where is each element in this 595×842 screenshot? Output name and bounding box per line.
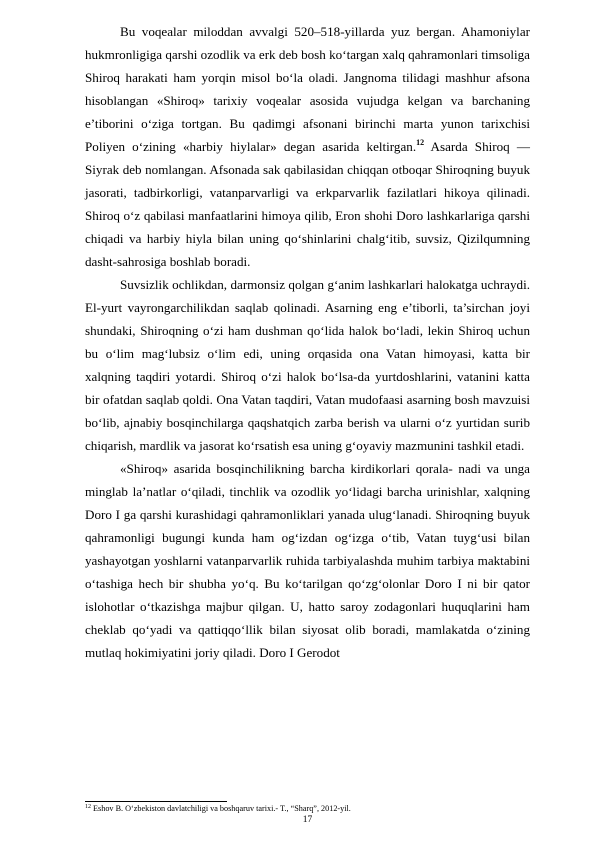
paragraph-2: Suvsizlik ochlikdan, darmonsiz qolgan g‘anim lashkarlari halokatga uchraydi. El-yurt vayrongarchilikdan saqlab qolinadi. Asarning eng e’tiborli, ta’sirchan joyi shundaki, Shiroqning o‘zi ham dushman qo‘lida halok bo‘ladi, lekin Shiroq uchun bu o‘lim mag‘lubsiz o‘lim edi, uning orqasida ona Vatan himoyasi, katta bir xalqning taqdiri yotardi. Shiroq o‘zi halok bo‘lsa-da yurtdoshlarini, vatanini katta bir ofatdan saqlab qoldi. Ona Vatan taqdiri, Vatan mudofaasi asarning bosh mavzuisi bo‘lib, ajnabiy bosqinchilarga qaqshatqich zarba berish va ularni o‘z yurtidan surib chiqarish, mardlik va jasorat ko‘rsatish esa uning g‘oyaviy mazmunini tashkil etadi. xyxy=(85,277,530,454)
paragraph-1 xyxy=(85,20,530,273)
footnote-divider xyxy=(85,801,227,802)
page-number: 17 xyxy=(302,815,313,825)
footnote-mark: 12 xyxy=(85,804,91,810)
paragraph-1-text: Bu voqealar miloddan avvalgi 520–518-yillarda yuz bergan. Ahamoniylar hukmronligiga qarshi ozodlik va erk deb bosh ko‘targan xalq qahramonlari timsoliga Shiroq harakati ham yorqin misol bo‘la oladi. Jangnoma tilidagi mashhur afsona hisoblangan «Shiroq» tarixiy voqealar asosida vujudga kelgan va barchaning e’tiborini o‘ziga tortgan. Bu qadimgi afsonani birinchi marta yunon tarixchisi Poliyen o‘zining «harbiy hiylalar» degan asarida keltirgan. xyxy=(85,24,530,155)
paragraph-3: «Shiroq» asarida bosqinchilikning barcha kirdikorlari qorala- nadi va unga minglab la’natlar o‘qiladi, tinchlik va ozodlik yo‘lidagi barcha urinishlar, xalqning Doro I ga qarshi kurashidagi qahramonliklari yanada ulug‘lanadi. Shiroqning buyuk qahramonligi bugungi kunda ham og‘izdan og‘izga o‘tib, Vatan tuyg‘usi bilan yashayotgan yoshlarni vatanparvarlik ruhida tarbiyalashda muhim tarbiya maktabini o‘tashiga hech bir shubha yo‘q. Bu ko‘tarilgan qo‘zg‘olonlar Doro I ni bir qator islohotlar o‘tkazishga majbur qilgan. U, hatto saroy zodagonlari huquqlarini ham cheklab qo‘yadi va qattiqqo‘llik bilan siyosat olib boradi, mamlakatda o‘zining mutlaq hokimiyatini joriy qiladi. Doro I Gerodot xyxy=(85,461,530,661)
footnote xyxy=(85,804,530,814)
footnote-text: Eshov B. O‘zbekiston davlatchiligi va boshqaruv tarixi.- T., “Sharq”, 2012-yil. xyxy=(91,804,351,813)
footnote-reference[interactable]: 12 xyxy=(416,138,425,148)
paragraph-1-continuation: Asarda Shiroq — Siyrak deb nomlangan. Afsonada sak qabilasidan chiqqan otboqar Shiroqning buyuk jasorati, tadbirkorligi, vatanparvarligi va erkparvarlik fazilatlari hikoya qilinadi. Shiroq o‘z qabilasi manfaatlarini himoya qilib, Eron shohi Doro lashkarlariga qarshi chiqadi va harbiy hiyla bilan uning qo‘shinlarini chalg‘itib, suvsiz, Qizilqumning dasht-sahrosiga boshlab boradi. xyxy=(85,139,530,270)
body-text xyxy=(85,20,530,664)
